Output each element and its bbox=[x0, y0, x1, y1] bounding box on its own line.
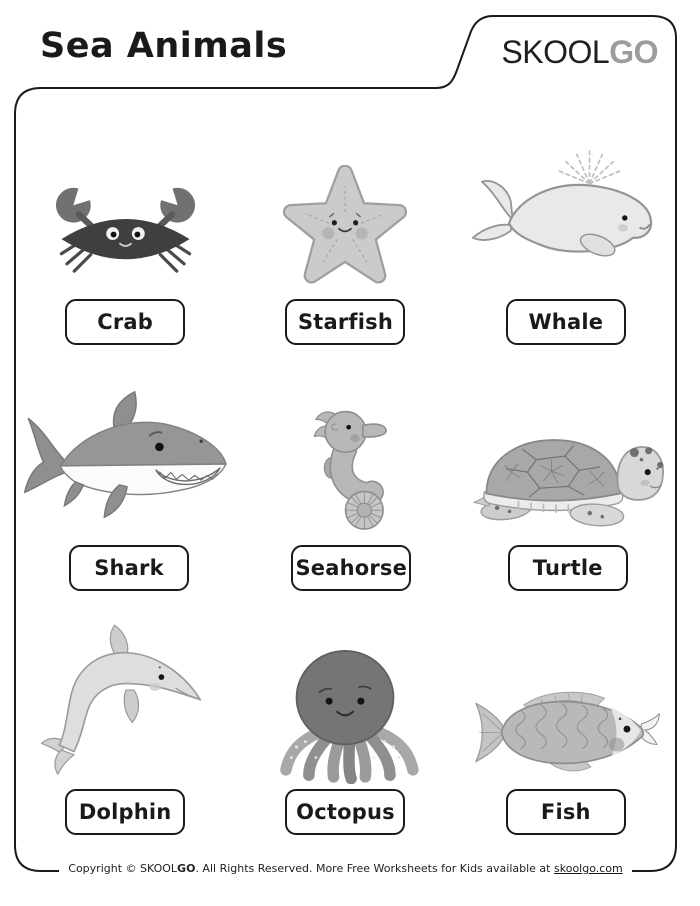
crab-illustration bbox=[15, 133, 235, 299]
animal-label-text: Whale bbox=[528, 310, 604, 334]
footer bbox=[15, 862, 676, 875]
skoolgo-logo bbox=[501, 36, 658, 68]
dolphin-illustration bbox=[15, 623, 235, 789]
animal-label-seahorse bbox=[291, 545, 411, 591]
card-starfish bbox=[235, 133, 455, 345]
animal-label-text: Dolphin bbox=[78, 800, 172, 824]
grid-row-1 bbox=[15, 133, 676, 345]
octopus-illustration bbox=[235, 623, 455, 789]
turtle-illustration bbox=[460, 379, 677, 545]
card-dolphin bbox=[15, 623, 235, 835]
fish-illustration bbox=[456, 623, 676, 789]
card-fish bbox=[456, 623, 676, 835]
page-title: Sea Animals bbox=[40, 26, 288, 66]
animal-label-text: Octopus bbox=[296, 800, 395, 824]
footer-copyright-bold: GO bbox=[177, 862, 196, 875]
grid-row-2 bbox=[15, 379, 676, 591]
whale-illustration bbox=[456, 133, 676, 299]
card-turtle bbox=[460, 379, 677, 591]
grid-row-3 bbox=[15, 623, 676, 835]
card-crab bbox=[15, 133, 235, 345]
animal-label-text: Crab bbox=[97, 310, 154, 334]
card-seahorse bbox=[243, 379, 460, 591]
animal-label-text: Starfish bbox=[297, 310, 394, 334]
shark-illustration bbox=[15, 379, 243, 545]
footer-copyright bbox=[59, 862, 631, 875]
card-whale bbox=[456, 133, 676, 345]
animal-label-text: Turtle bbox=[532, 556, 603, 580]
logo-text-go: GO bbox=[609, 34, 658, 70]
animal-label-text: Shark bbox=[94, 556, 164, 580]
footer-copyright-prefix: Copyright © SKOOL bbox=[68, 862, 178, 875]
starfish-illustration bbox=[235, 133, 455, 299]
skoolgo-link[interactable]: skoolgo.com bbox=[554, 862, 623, 875]
animal-label-whale bbox=[506, 299, 626, 345]
animal-label-text: Fish bbox=[540, 800, 591, 824]
seahorse-illustration bbox=[243, 379, 460, 545]
logo-text-skool: SKOOL bbox=[501, 34, 610, 70]
animal-label-fish bbox=[506, 789, 626, 835]
animal-label-starfish bbox=[285, 299, 405, 345]
animal-label-text: Seahorse bbox=[295, 556, 408, 580]
animal-label-shark bbox=[69, 545, 189, 591]
card-shark bbox=[15, 379, 243, 591]
animal-label-dolphin bbox=[65, 789, 185, 835]
animal-label-crab bbox=[65, 299, 185, 345]
animal-label-octopus bbox=[285, 789, 405, 835]
card-octopus bbox=[235, 623, 455, 835]
footer-copyright-middle: . All Rights Reserved. More Free Worksheets for Kids available at bbox=[195, 862, 554, 875]
animal-label-turtle bbox=[508, 545, 628, 591]
